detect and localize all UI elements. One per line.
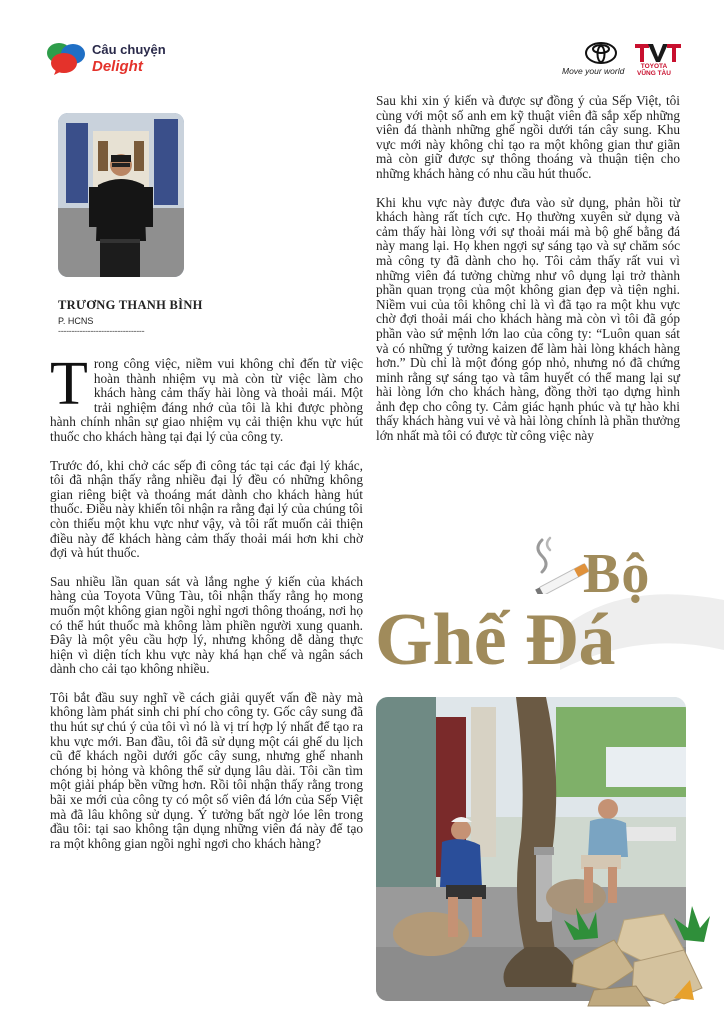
- dealer-caption-city: VŨNG TÀU: [637, 70, 671, 77]
- author-separator: --------------------------------: [58, 326, 145, 336]
- feature-title-line1: Bộ: [583, 543, 651, 605]
- paragraph: Trước đó, khi chở các sếp đi công tác tại các đại lý khác, tôi đã nhận thấy rằng nhiều đại lý đều có những không gian riêng biệt và thoáng mát dành cho khách hàng hút thuốc. Điều này khiến tôi nhận ra rằng đại lý của chúng tôi còn thiếu một khu vực như vậy, và tôi rất muốn cải thiện điều này để khách hàng cảm thấy thoải mái hơn khi chờ đợi và hút thuốc.: [50, 457, 363, 561]
- article-right-column: [376, 94, 680, 458]
- paragraph-intro-text: rong công việc, niềm vui không chỉ đến từ việc hoàn thành nhiệm vụ mà còn từ việc làm cho khách hàng cảm thấy hài lòng và thoải mái. Một trải nghiệm đáng nhớ của tôi là khi được phòng hành chính nhân sự giao nhiệm vụ cải thiện khu vực hút thuốc cho khách hàng tại đại lý của công ty.: [50, 356, 363, 444]
- paragraph: Sau khi xin ý kiến và được sự đồng ý của Sếp Việt, tôi cùng với một số anh em kỹ thuật viên đã sắp xếp những viên đá thành những ghế ngồi dưới tán cây sung. Khu vực mới này không chỉ tạo ra một không gian thư giãn mà còn giữ được sự thông thoáng và thuận tiện cho những khách hàng có nhu cầu hút thuốc.: [376, 93, 680, 181]
- brand-subtitle: Delight: [92, 58, 143, 75]
- paragraph: Sau nhiều lần quan sát và lắng nghe ý kiến của khách hàng của Toyota Vũng Tàu, tôi nhận thấy rằng họ mong muốn một không gian ngồi nghỉ ngơi thông thoáng, nơi họ có thể hút thuốc mà không làm phiền người xung quanh. Đây là một yêu cầu hợp lý, nhưng không dễ dàng thực hiện vì diện tích khu vực này khá hạn chế và ngân sách dành cho cải tạo không nhiều.: [50, 573, 363, 677]
- dealer-caption-brand: TOYOTA: [640, 63, 668, 70]
- drop-cap: T: [50, 350, 88, 418]
- feature-title-line2: Ghế Đá: [375, 599, 616, 681]
- brand-title: Câu chuyện: [92, 42, 166, 57]
- paragraph: Khi khu vực này được đưa vào sử dụng, phản hồi từ khách hàng rất tích cực. Họ thường xuyên sử dụng và cảm thấy hài lòng với sự thoải mái mà bộ ghế bằng đá này mang lại. Họ khen ngợi sự sáng tạo và sự chăm sóc mà công ty đã dành cho họ. Tôi cảm thấy rất vui vì những viên đá tưởng chừng như vô dụng lại trở thành phần quan trọng của một không gian đẹp và tiện nghi. Niềm vui của tôi không chỉ là vì đã tạo ra một khu vực chờ đợi thoải mái cho khách hàng mà còn vì tôi đã góp phần vào sứ mệnh lớn lao của công ty: “Luôn quan sát và có những ý tưởng kaizen để làm hài lòng khách hàng hơn.” Dù chỉ là một đóng góp nhỏ, nhưng nó đã chứng minh rằng sự sáng tạo và tâm huyết có thể mang lại sự hài lòng lớn cho khách hàng, đồng thời tạo dựng hình ảnh đẹp cho công ty. Cảm giác hạnh phúc và tự hào khi thấy khách hàng vui vẻ và hài lòng chính là phần thưởng lớn nhất mà tôi có được từ công việc này: [376, 194, 680, 444]
- author-name: TRƯƠNG THANH BÌNH: [58, 298, 203, 312]
- stones-plants-icon: [554, 900, 714, 1010]
- paragraph-intro: [50, 350, 363, 445]
- tvt-logo-icon: [633, 42, 683, 64]
- delight-logo-icon: [46, 40, 88, 76]
- toyota-slogan: Move your world: [562, 66, 625, 76]
- dealer-caption: [637, 63, 671, 77]
- author-department: P. HCNS: [58, 316, 94, 326]
- article-left-column: [50, 350, 363, 865]
- paragraph: Tôi bắt đầu suy nghĩ về cách giải quyết vấn đề này mà không làm phát sinh chi phí cho công ty. Gốc cây sung đã thu hút sự chú ý của tôi vì nó là vị trí hợp lý nhất để tạo ra khu vực mới. Ban đầu, tôi đã sử dụng một cái ghế du lịch cũ để khách ngồi dưới gốc cây sung, nhưng ghế nhanh chóng bị hỏng và không thể sử dụng lâu dài. Tôi cần tìm một giải pháp bền vững hơn. Rồi tôi nhận thấy rằng trong bãi xe mới của công ty có một số viên đá lớn của Sếp Việt mà đã lâu không sử dụng. Ý tưởng bất ngờ lóe lên trong đầu tôi: tại sao không tận dụng những viên đá này để tạo ra một không gian ngồi nghỉ ngơi cho khách hàng?: [50, 689, 363, 851]
- author-photo: [58, 113, 184, 277]
